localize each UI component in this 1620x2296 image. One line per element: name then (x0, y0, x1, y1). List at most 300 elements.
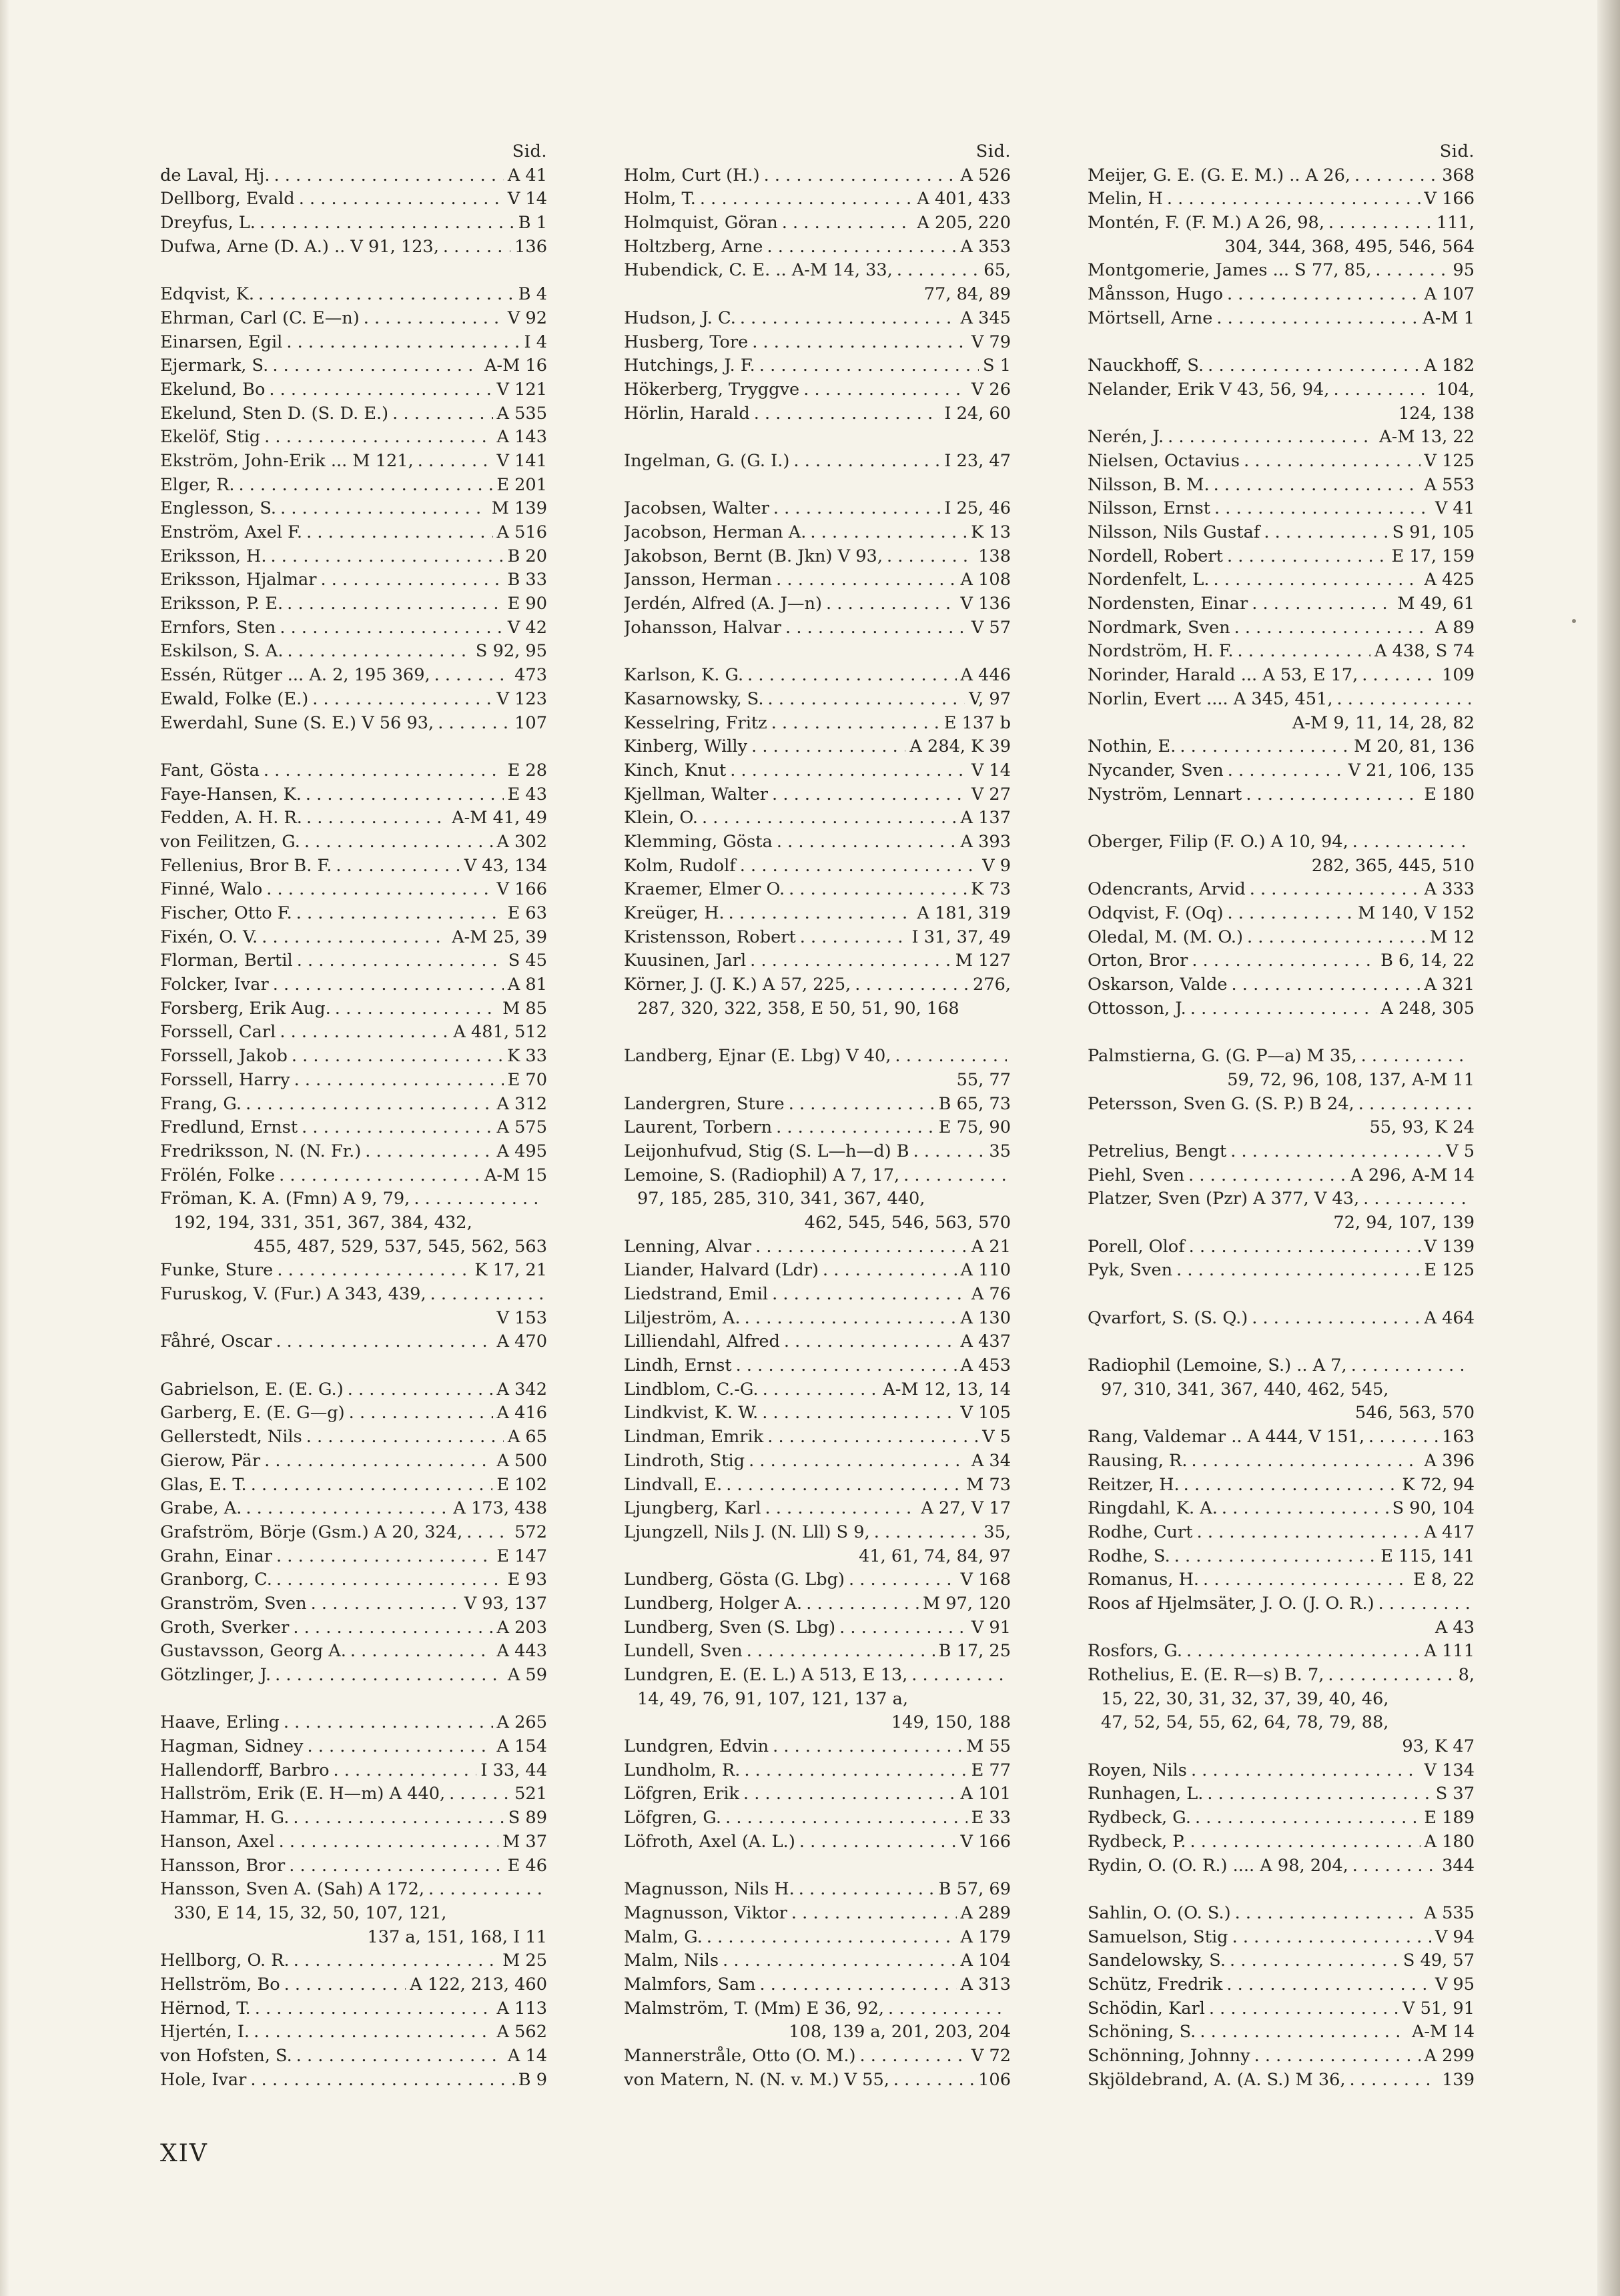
index-entry-name: Frölén, Folke (160, 1165, 276, 1185)
index-entry-name: Nilsson, Ernst (1088, 498, 1211, 519)
index-entry-name: Nilsson, B. M. (1088, 474, 1210, 495)
leader-dots (246, 1093, 492, 1117)
index-entry-page-ref: M 37 (502, 1831, 547, 1852)
index-entry-page-ref: A 438, S 74 (1374, 641, 1475, 662)
index-entry-page-ref: A 89 (1435, 617, 1475, 638)
index-entry-page-ref: S 1 (983, 356, 1011, 376)
index-entry-page-ref: V 166 (1424, 189, 1475, 209)
leader-dots (276, 1545, 492, 1569)
leader-dots (726, 1474, 962, 1498)
index-entry-page-ref: A 41 (507, 165, 547, 185)
index-entry-page-ref: V 27 (971, 784, 1011, 804)
leader-dots (1337, 688, 1471, 712)
leader-dots (1362, 664, 1438, 688)
index-entry-name: Hammar, H. G. (160, 1808, 290, 1828)
index-entry-name: Glas, E. T. (160, 1474, 247, 1495)
index-entry (160, 545, 547, 569)
index-entry (160, 1474, 547, 1498)
index-entry-name: Hökerberg, Tryggve (624, 379, 800, 400)
index-entry (1088, 2045, 1475, 2069)
leader-dots (1195, 1806, 1420, 1830)
leader-dots (289, 1854, 503, 1878)
index-entry-page-ref: A 562 (496, 2022, 547, 2043)
leader-dots (860, 2045, 967, 2069)
leader-dots (1227, 283, 1421, 307)
index-entry (624, 1093, 1011, 1117)
leader-dots (913, 1140, 985, 1164)
index-entry (160, 1854, 547, 1878)
leader-dots (266, 878, 492, 902)
index-entry-name: Hudson, J. C. (624, 308, 736, 328)
index-entry (160, 1568, 547, 1592)
index-entry-name: Schütz, Fredrik (1088, 1974, 1223, 1994)
leader-dots (1238, 640, 1370, 664)
index-entry-name: Englesson, S. (160, 498, 277, 519)
index-entry (624, 1235, 1011, 1259)
index-entry (624, 235, 1011, 259)
letter-group-gap (624, 474, 1011, 498)
index-entry-page-ref: E 137 b (943, 712, 1011, 733)
index-entry (624, 1283, 1011, 1307)
leader-dots (730, 759, 967, 783)
leader-dots (293, 1616, 492, 1640)
index-entry-continuation: 55, 77 (956, 1069, 1011, 1090)
leader-dots (269, 378, 492, 402)
index-entry-name: Ingelman, G. (G. I.) (624, 450, 790, 471)
index-entry (160, 283, 547, 307)
index-entry (624, 1450, 1011, 1474)
leader-dots (1368, 1425, 1438, 1450)
leader-dots (392, 402, 492, 426)
leader-dots (768, 688, 965, 712)
leader-dots (1375, 259, 1449, 283)
index-entry (160, 1782, 547, 1806)
index-entry-name: Månsson, Hugo (1088, 284, 1223, 305)
index-entry-name: Ljungberg, Karl (624, 1498, 761, 1519)
index-entry-page-ref: V 9 (982, 855, 1011, 876)
index-entry-name: Oskarson, Valde (1088, 975, 1228, 995)
index-entry (624, 164, 1011, 188)
leader-dots (260, 211, 514, 235)
index-entry-name: Pyk, Sven (1088, 1260, 1173, 1281)
index-entry-name: Qvarfort, S. (S. Q.) (1088, 1307, 1248, 1328)
index-entry-name: Dreyfus, L. (160, 213, 256, 233)
leader-dots (767, 235, 956, 259)
index-entry (624, 259, 1011, 283)
index-entry (1088, 1474, 1475, 1498)
index-entry-continuation: 330, E 14, 15, 32, 50, 107, 121, (173, 1902, 447, 1923)
index-entry-name: Runhagen, L. (1088, 1784, 1204, 1804)
index-entry (1088, 1497, 1475, 1521)
index-entry-continuation: 282, 365, 445, 510 (1311, 855, 1475, 876)
index-entry-name: Edqvist, K. (160, 284, 255, 305)
leader-dots (418, 450, 493, 474)
index-entry-name: Husberg, Tore (624, 332, 749, 352)
index-entry-name: Kolm, Rudolf (624, 855, 736, 876)
index-entry (1088, 259, 1475, 283)
index-entry (1088, 688, 1475, 712)
index-entry (1088, 735, 1475, 759)
leader-dots (803, 378, 967, 402)
index-entry-name: Odqvist, F. (Oq) (1088, 903, 1224, 923)
index-entry-page-ref: A 312 (496, 1093, 547, 1114)
index-entry-continuation: 108, 139 a, 201, 203, 204 (789, 2022, 1011, 2043)
index-entry-name: Nielsen, Octavius (1088, 450, 1240, 471)
index-entry-page-ref: A 154 (496, 1736, 547, 1757)
index-entry-page-ref: S 49, 57 (1402, 1950, 1475, 1971)
page-left-edge (0, 0, 9, 2296)
index-entry-name: Nycander, Sven (1088, 760, 1224, 780)
index-entry-page-ref: S 89 (508, 1808, 547, 1828)
index-entry (160, 1283, 547, 1307)
index-entry-page-ref: M 97, 120 (922, 1593, 1011, 1614)
leader-dots (747, 664, 956, 688)
index-entry-page-ref: V 14 (507, 189, 547, 209)
index-entry (1088, 426, 1475, 450)
leader-dots (1352, 1854, 1438, 1878)
index-entry-name: Sahlin, O. (O. S.) (1088, 1902, 1231, 1923)
index-entry-continuation: 55, 93, K 24 (1369, 1117, 1475, 1138)
leader-dots (725, 1806, 967, 1830)
leader-dots (1208, 354, 1420, 378)
index-entry (160, 1759, 547, 1783)
index-entry-page-ref: A 446 (960, 665, 1011, 686)
leader-dots (365, 1140, 492, 1164)
index-entry-name: Kinberg, Willy (624, 736, 748, 757)
leader-dots (1214, 497, 1431, 521)
index-entry (160, 2045, 547, 2069)
index-entry (160, 1140, 547, 1164)
index-entry-name: Forssell, Jakob (160, 1046, 288, 1067)
index-entry-page-ref: A 205, 220 (917, 213, 1011, 233)
index-entry (624, 664, 1011, 688)
index-entry (1088, 211, 1475, 235)
index-entry (624, 1806, 1011, 1830)
index-entry-page-ref: A 179 (960, 1926, 1011, 1947)
index-entry-page-ref: B 20 (507, 546, 547, 566)
index-entry (1088, 307, 1475, 331)
index-entry-name: Mannerstråle, Otto (O. M.) (624, 2046, 856, 2066)
index-entry-page-ref: V 105 (960, 1403, 1011, 1423)
index-entry (624, 545, 1011, 569)
index-entry (160, 1640, 547, 1664)
index-entry-page-ref: A 417 (1424, 1522, 1475, 1542)
index-entry-name: Malmström, T. (Mm) E 36, 92, (624, 1998, 885, 2019)
index-entry-name: Rausing, R. (1088, 1450, 1188, 1471)
leader-dots (1174, 1545, 1376, 1569)
index-entry (160, 1545, 547, 1569)
index-entry (624, 783, 1011, 807)
index-entry-page-ref: V 141 (496, 450, 547, 471)
leader-dots (348, 1378, 493, 1402)
leader-dots (292, 1045, 503, 1069)
index-entry (624, 187, 1011, 211)
index-entry-page-ref: V 51, 91 (1402, 1998, 1475, 2019)
index-entry (160, 568, 547, 592)
index-entry-name: Hanson, Axel (160, 1831, 275, 1852)
index-entry-name: Ringdahl, K. A. (1088, 1498, 1218, 1519)
index-entry-name: Karlson, K. G. (624, 665, 744, 686)
index-entry-name: Hutchings, J. F. (624, 356, 755, 376)
index-entry-name: Landberg, Ejnar (E. Lbg) V 40, (624, 1046, 891, 1067)
index-entry-name: Norinder, Harald ... A 53, E 17, (1088, 665, 1358, 686)
index-entry-name: Roos af Hjelmsäter, J. O. (J. O. R.) (1088, 1593, 1374, 1614)
index-entry-page-ref: 107 (514, 712, 547, 733)
index-entry-continuation: 462, 545, 546, 563, 570 (804, 1212, 1011, 1233)
index-entry-name: Lundberg, Holger A. (624, 1593, 803, 1614)
index-entry (160, 1878, 547, 1902)
index-entry (1088, 1354, 1475, 1378)
index-entry (160, 1450, 547, 1474)
index-entry-page-ref: E 115, 141 (1380, 1546, 1475, 1566)
index-entry (624, 1616, 1011, 1640)
index-entry (1088, 1140, 1475, 1164)
leader-dots (258, 283, 514, 307)
leader-dots (1214, 474, 1421, 498)
index-entry-name: Jansson, Herman (624, 570, 773, 590)
index-entry-page-ref: S 45 (508, 951, 547, 971)
index-entry (160, 973, 547, 997)
index-entry (160, 878, 547, 902)
leader-dots (751, 735, 905, 759)
leader-dots (335, 997, 498, 1021)
leader-dots (1378, 1592, 1471, 1616)
leader-dots (874, 1521, 980, 1545)
index-entry-page-ref: A 111 (1424, 1641, 1475, 1662)
leader-dots (306, 806, 448, 830)
leader-dots (271, 545, 504, 569)
index-entry-name: Hallendorff, Barbro (160, 1760, 330, 1780)
leader-dots (823, 1259, 957, 1283)
index-entry-page-ref: E 180 (1424, 784, 1475, 804)
leader-dots (707, 1926, 957, 1950)
index-entry-name: Norlin, Evert .... A 345, 451, (1088, 688, 1333, 709)
leader-dots (785, 616, 967, 640)
leader-dots (1363, 1187, 1471, 1211)
index-entry (160, 1093, 547, 1117)
index-entry-continuation: 192, 194, 331, 351, 367, 384, 432, (173, 1212, 472, 1233)
index-entry (624, 1045, 1011, 1069)
index-entry-name: Hellström, Bo (160, 1974, 280, 1994)
index-entry-page-ref: V 166 (960, 1831, 1011, 1852)
index-entry (160, 1187, 547, 1211)
index-entry-page-ref: A-M 15 (484, 1165, 547, 1185)
leader-dots (789, 878, 967, 902)
index-entry (1088, 164, 1475, 188)
index-entry (160, 402, 547, 426)
index-entry (160, 354, 547, 378)
index-entry-page-ref: 521 (514, 1784, 547, 1804)
leader-dots (839, 1616, 967, 1640)
leader-dots (793, 450, 940, 474)
index-entry-name: Ottosson, J. (1088, 998, 1186, 1019)
leader-dots (893, 2069, 974, 2093)
index-entry-name: Sandelowsky, S. (1088, 1950, 1226, 1971)
index-entry (160, 1069, 547, 1093)
leader-dots (1200, 2021, 1408, 2045)
index-entry-page-ref: A 296, A-M 14 (1350, 1165, 1475, 1185)
index-entry-name: Finné, Walo (160, 879, 263, 900)
leader-dots (799, 1878, 935, 1902)
index-entry-page-ref: E 8, 22 (1413, 1570, 1475, 1590)
index-entry-name: Folcker, Ivar (160, 975, 269, 995)
leader-dots (729, 902, 913, 926)
index-entry-page-ref: M 139 (491, 498, 547, 519)
leader-dots (777, 830, 957, 854)
index-entry-page-ref: A 313 (960, 1974, 1011, 1994)
index-entry (624, 949, 1011, 973)
index-entry-name: Mörtsell, Arne (1088, 308, 1213, 328)
paper-speck (1572, 619, 1576, 623)
leader-dots (749, 1450, 967, 1474)
index-entry-page-ref: A 21 (971, 1236, 1011, 1257)
index-entry (160, 187, 547, 211)
leader-dots (304, 830, 493, 854)
index-entry-name: Klein, O. (624, 808, 699, 828)
index-entry-page-ref: V 57 (971, 617, 1011, 638)
index-entry (624, 354, 1011, 378)
index-entry-page-ref: A 130 (960, 1307, 1011, 1328)
index-entry-page-ref: A 393 (960, 831, 1011, 852)
index-entry-name: Kjellman, Walter (624, 784, 769, 804)
index-entry-page-ref: A 353 (960, 236, 1011, 257)
index-entry-name: Rosfors, G. (1088, 1641, 1183, 1662)
index-entry-page-ref: I 4 (524, 332, 547, 352)
index-entry-name: Lindvall, E. (624, 1474, 723, 1495)
leader-dots (288, 640, 472, 664)
index-entry-name: Hansson, Sven A. (Sah) A 172, (160, 1879, 424, 1900)
leader-dots (700, 187, 913, 211)
index-entry-name: Oledal, M. (M. O.) (1088, 927, 1243, 947)
leader-dots (1191, 1450, 1420, 1474)
index-entry-page-ref: B 65, 73 (938, 1093, 1011, 1114)
index-entry-continuation: 41, 61, 74, 84, 97 (859, 1546, 1011, 1566)
index-entry-name: Nordström, H. F. (1088, 641, 1234, 662)
index-entry-page-ref: A 575 (496, 1117, 547, 1138)
index-entry-page-ref: M 25 (502, 1950, 547, 1971)
index-entry-page-ref: 106 (978, 2069, 1011, 2090)
index-entry-page-ref: A 453 (960, 1355, 1011, 1376)
index-entry-name: Petersson, Sven G. (S. P.) B 24, (1088, 1093, 1354, 1114)
leader-dots (1264, 521, 1388, 545)
leader-dots (855, 973, 969, 997)
index-entry-name: Ekström, John-Erik ... M 121, (160, 450, 414, 471)
leader-dots (276, 1330, 492, 1354)
letter-group-gap (160, 1354, 547, 1378)
index-entry (1088, 949, 1475, 973)
index-entry (160, 1116, 547, 1140)
index-entry (1088, 1806, 1475, 1830)
index-entry (624, 1735, 1011, 1759)
index-entry-name: Fedden, A. H. R. (160, 808, 302, 828)
index-entry (1088, 1187, 1475, 1211)
index-entry-page-ref: A 535 (496, 403, 547, 424)
leader-dots (1354, 164, 1438, 188)
index-entry (160, 1711, 547, 1735)
index-entry (160, 806, 547, 830)
index-entry (1088, 1164, 1475, 1188)
index-entry (624, 1568, 1011, 1592)
index-entry (1088, 1450, 1475, 1474)
leader-dots (773, 1735, 962, 1759)
leader-dots (246, 1497, 449, 1521)
index-entry-name: von Matern, N. (N. v. M.) V 55, (624, 2069, 889, 2090)
leader-dots (333, 1759, 476, 1783)
index-entry-name: Garberg, E. (E. G—g) (160, 1403, 345, 1423)
index-entry-name: Kristensson, Robert (624, 927, 796, 947)
index-entry-page-ref: 368 (1442, 165, 1475, 185)
index-entry (160, 1378, 547, 1402)
leader-dots (438, 712, 510, 736)
leader-dots (296, 902, 504, 926)
index-entry-page-ref: A 553 (1424, 474, 1475, 495)
index-entry-name: Lenning, Alvar (624, 1236, 752, 1257)
leader-dots (849, 1568, 957, 1592)
leader-dots (296, 2045, 504, 2069)
leader-dots (264, 759, 504, 783)
leader-dots (760, 1973, 957, 1997)
index-entry-page-ref: A 81 (507, 975, 547, 995)
leader-dots (911, 1664, 1007, 1688)
index-entry-page-ref: V 134 (1424, 1760, 1475, 1780)
leader-dots (1207, 1782, 1431, 1806)
index-entry (624, 1307, 1011, 1331)
index-entry-page-ref: A 203 (496, 1617, 547, 1638)
leader-dots (1190, 1830, 1420, 1854)
index-entry-name: Johansson, Halvar (624, 617, 782, 638)
index-entry-name: von Hofsten, S. (160, 2046, 292, 2066)
leader-dots (1227, 902, 1354, 926)
index-entry (624, 759, 1011, 783)
index-entry-name: Lemoine, S. (Radiophil) A 7, 17, (624, 1165, 900, 1185)
index-entry-name: Nyström, Lennart (1088, 784, 1242, 804)
index-entry-continuation: 137 a, 151, 168, I 11 (367, 1926, 547, 1947)
index-entry-page-ref: A-M 25, 39 (452, 927, 547, 947)
leader-dots (280, 1021, 449, 1045)
leader-dots (254, 2021, 492, 2045)
index-entry (624, 1997, 1011, 2021)
leader-dots (1230, 1140, 1442, 1164)
index-entry (160, 1330, 547, 1354)
index-entry-name: Rang, Valdemar .. A 444, V 151, (1088, 1427, 1365, 1448)
index-entry (1088, 1854, 1475, 1878)
letter-group-gap (1088, 1878, 1475, 1902)
index-entry-name: Rydin, O. (O. R.) .... A 98, 204, (1088, 1855, 1348, 1876)
index-entry-name: Hjertén, I. (160, 2022, 250, 2043)
leader-dots (1167, 187, 1421, 211)
index-entry (1088, 1307, 1475, 1331)
index-entry (1088, 1782, 1475, 1806)
index-entry (624, 1425, 1011, 1450)
letter-group-gap (1088, 1021, 1475, 1045)
leader-dots (776, 568, 956, 592)
index-entry-page-ref: V 26 (971, 379, 1011, 400)
index-entry-name: Rydbeck, G. (1088, 1808, 1191, 1828)
index-entry-name: Magnusson, Nils H. (624, 1879, 795, 1900)
leader-dots (1209, 1997, 1398, 2021)
index-entry-name: Leijonhufvud, Stig (S. L—h—d) B (624, 1141, 909, 1161)
index-entry-continuation: 59, 72, 96, 108, 137, A-M 11 (1227, 1069, 1475, 1090)
index-entry-name: Nauckhoff, S. (1088, 356, 1204, 376)
leader-dots (776, 1116, 935, 1140)
leader-dots (430, 1283, 543, 1307)
index-entry-name: Montén, F. (F. M.) A 26, 98, (1088, 213, 1324, 233)
index-entry (160, 1401, 547, 1425)
leader-dots (806, 1592, 919, 1616)
index-entry (160, 759, 547, 783)
index-entry (160, 1664, 547, 1688)
index-entry (1088, 450, 1475, 474)
